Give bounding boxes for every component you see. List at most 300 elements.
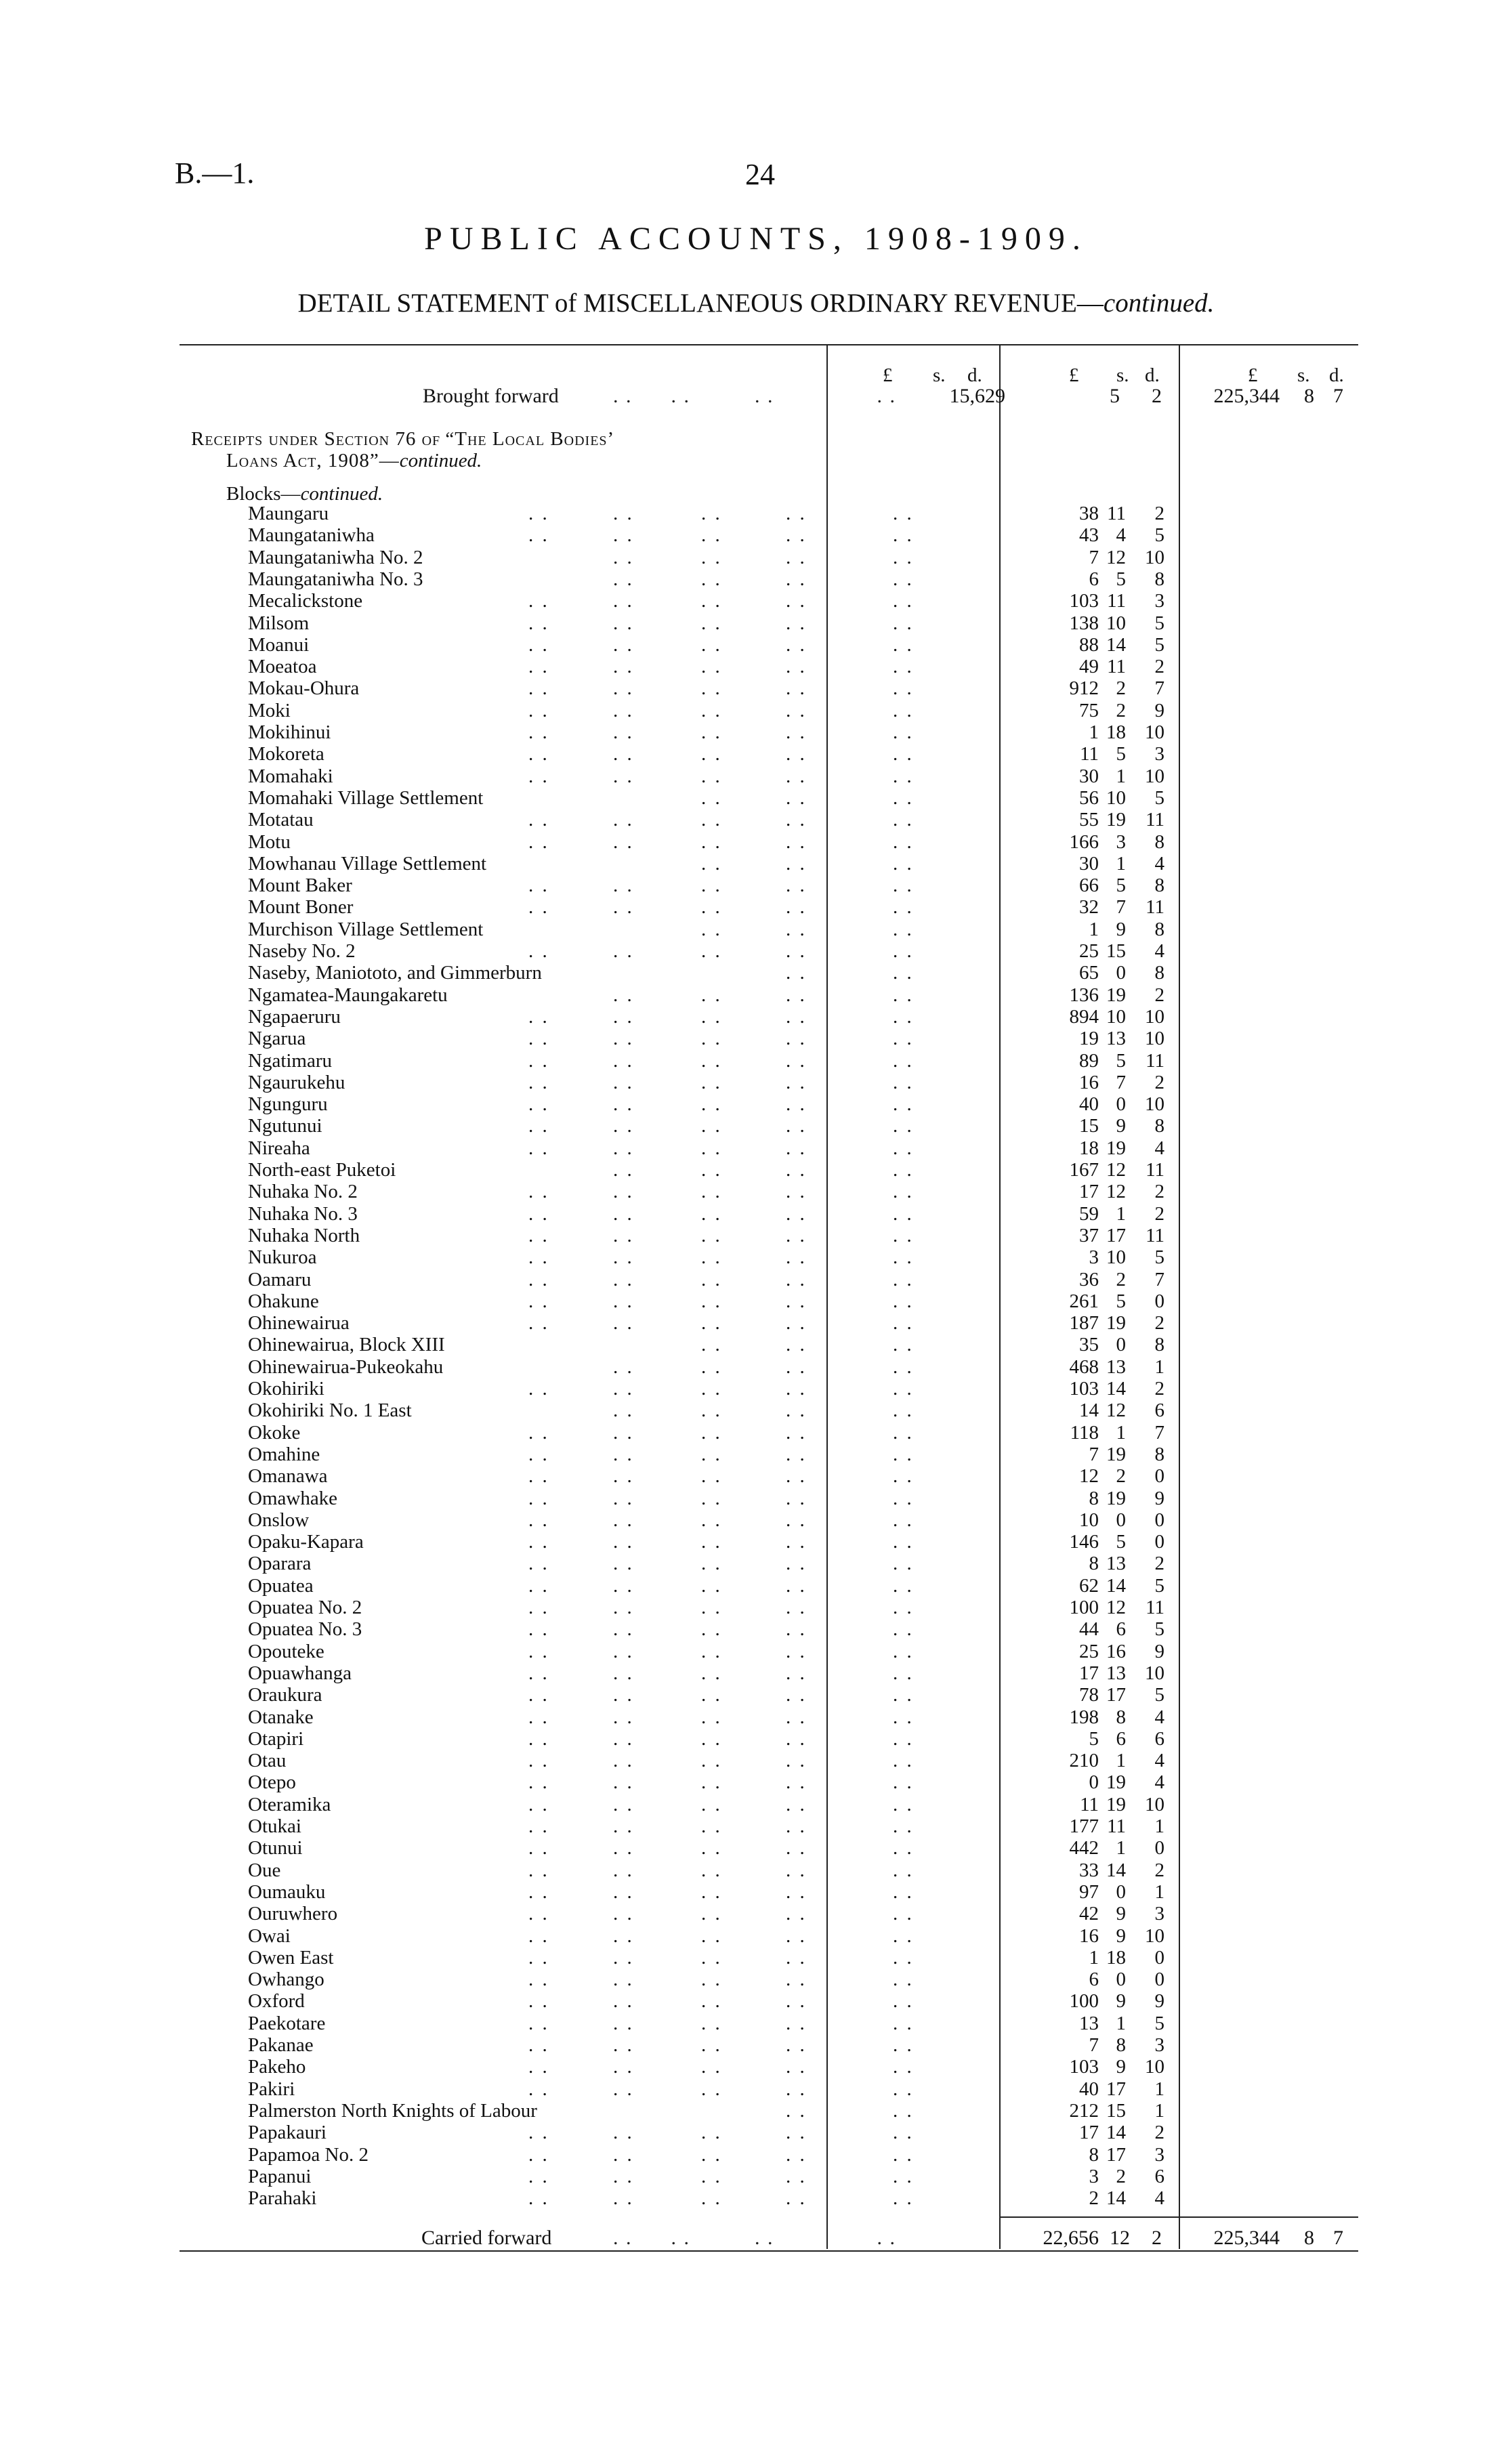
section-heading-act-name: Loans Act, 1908”—	[226, 450, 400, 471]
amount-shillings: 0	[1116, 1334, 1126, 1356]
block-name: Paekotare	[248, 2012, 326, 2034]
leader-dots: . .	[701, 1880, 722, 1903]
block-name: Maungataniwha No. 2	[248, 546, 423, 568]
table-row	[0, 612, 1512, 634]
block-name: Nireaha	[248, 1137, 310, 1159]
leader-dots: . .	[893, 1859, 914, 1881]
block-name: Oraukura	[248, 1684, 322, 1706]
brought-forward-col2-pounds: 15,629	[949, 385, 1005, 407]
leader-dots: . .	[893, 1181, 914, 1203]
leader-dots: . .	[528, 1268, 549, 1290]
table-row	[0, 984, 1512, 1006]
leader-dots: . .	[893, 1597, 914, 1618]
leader-dots: . .	[528, 524, 549, 547]
table-row	[0, 853, 1512, 875]
carried-forward-col2-pounds: 22,656	[1043, 2227, 1099, 2249]
leader-dots: . .	[701, 1268, 722, 1290]
leader-dots: . .	[786, 1640, 807, 1662]
amount-pounds: 103	[1069, 590, 1099, 612]
table-row	[0, 1444, 1512, 1465]
leader-dots: . .	[528, 2122, 549, 2144]
leader-dots: . .	[528, 503, 549, 524]
leader-dots: . .	[613, 1137, 634, 1159]
leader-dots: . .	[893, 809, 914, 831]
table-row	[0, 1509, 1512, 1531]
leader-dots: . .	[701, 1093, 722, 1116]
leader-dots: . .	[613, 2078, 634, 2100]
leader-dots: . .	[701, 1115, 722, 1137]
amount-pence: 5	[1154, 1618, 1164, 1641]
amount-pounds: 7	[1089, 546, 1099, 568]
brought-forward-col3-pounds: 225,344	[1213, 385, 1280, 407]
amount-pence: 2	[1154, 1378, 1164, 1400]
amount-pence: 6	[1154, 2165, 1164, 2187]
table-row	[0, 1771, 1512, 1793]
amount-shillings: 0	[1116, 1969, 1126, 1991]
leader-dots: . .	[613, 1793, 634, 1815]
amount-pounds: 100	[1069, 1990, 1099, 2013]
amount-pounds: 42	[1079, 1903, 1099, 1925]
leader-dots: . .	[613, 2056, 634, 2078]
amount-pounds: 10	[1079, 1509, 1099, 1531]
amount-pounds: 6	[1089, 1969, 1099, 1991]
table-row	[0, 1378, 1512, 1400]
leader-dots: . .	[528, 1880, 549, 1903]
leader-dots: . .	[786, 546, 807, 568]
table-row	[0, 875, 1512, 896]
amount-pence: 11	[1146, 1597, 1164, 1618]
amount-pence: 11	[1146, 1159, 1164, 1181]
leader-dots: . .	[786, 1093, 807, 1116]
leader-dots: . .	[701, 1618, 722, 1641]
leader-dots: . .	[893, 1268, 914, 1290]
leader-dots: . .	[786, 1028, 807, 1050]
leader-dots: . .	[701, 1202, 722, 1225]
amount-pence: 1	[1154, 2078, 1164, 2100]
leader-dots: . .	[786, 1859, 807, 1881]
amount-pence: 3	[1154, 590, 1164, 612]
leader-dots: . .	[701, 1400, 722, 1422]
leader-dots: . .	[701, 1421, 722, 1444]
leader-dots: . .	[528, 590, 549, 612]
amount-pounds: 17	[1079, 1181, 1099, 1203]
block-name: Moanui	[248, 633, 310, 656]
leader-dots: . .	[528, 1640, 549, 1662]
table-row	[0, 1597, 1512, 1618]
amount-shillings: 10	[1106, 1005, 1126, 1028]
amount-pounds: 16	[1079, 1071, 1099, 1093]
leader-dots: . .	[893, 721, 914, 743]
leader-dots: . .	[893, 1750, 914, 1772]
leader-dots: . .	[613, 656, 634, 678]
leader-dots: . .	[701, 1990, 722, 2013]
amount-pounds: 146	[1069, 1531, 1099, 1553]
leader-dots: . .	[528, 1378, 549, 1400]
table-row	[0, 2034, 1512, 2056]
leader-dots: . .	[613, 1049, 634, 1072]
col1-pence-header: d.	[967, 364, 982, 386]
leader-dots: . .	[701, 1815, 722, 1837]
block-name: Otapiri	[248, 1727, 304, 1750]
amount-pounds: 212	[1069, 2099, 1099, 2122]
leader-dots: . .	[528, 2187, 549, 2210]
amount-pence: 5	[1154, 1574, 1164, 1597]
leader-dots: . .	[701, 699, 722, 721]
table-row	[0, 2144, 1512, 2166]
leader-dots: . .	[528, 1859, 549, 1881]
leader-dots: . .	[701, 1640, 722, 1662]
amount-shillings: 3	[1116, 830, 1126, 853]
amount-shillings: 13	[1106, 1553, 1126, 1575]
amount-shillings: 11	[1107, 590, 1126, 612]
leader-dots: . .	[786, 503, 807, 524]
block-name: Mowhanau Village Settlement	[248, 852, 487, 875]
leader-dots: . .	[528, 1750, 549, 1772]
amount-pence: 5	[1154, 1684, 1164, 1706]
leader-dots: . .	[701, 546, 722, 568]
leader-dots: . .	[786, 1005, 807, 1028]
leader-dots: . .	[786, 524, 807, 547]
block-name: Oxford	[248, 1990, 305, 2013]
table-row	[0, 896, 1512, 918]
leader-dots: . .	[613, 765, 634, 787]
amount-shillings: 1	[1116, 1202, 1126, 1225]
amount-pence: 2	[1154, 656, 1164, 678]
leader-dots: . .	[528, 699, 549, 721]
amount-pence: 0	[1154, 1290, 1164, 1312]
leader-dots: . .	[786, 1268, 807, 1290]
amount-shillings: 0	[1116, 1880, 1126, 1903]
block-name: Otau	[248, 1750, 287, 1772]
leader-dots: . .	[701, 1355, 722, 1378]
table-row	[0, 1137, 1512, 1159]
col2-shillings-header: s.	[1116, 364, 1129, 386]
table-row	[0, 1028, 1512, 1049]
amount-pence: 0	[1154, 1465, 1164, 1488]
amount-shillings: 5	[1116, 568, 1126, 590]
amount-pence: 10	[1145, 546, 1164, 568]
leader-dots: . .	[893, 875, 914, 897]
amount-shillings: 11	[1107, 503, 1126, 524]
leader-dots: . .	[786, 852, 807, 875]
amount-pounds: 11	[1080, 1793, 1099, 1815]
amount-shillings: 13	[1106, 1028, 1126, 1050]
amount-pence: 4	[1154, 852, 1164, 875]
amount-pounds: 33	[1079, 1859, 1099, 1881]
leader-dots: . .	[613, 1531, 634, 1553]
leader-dots: . .	[701, 1159, 722, 1181]
leader-dots: . .	[613, 1246, 634, 1269]
block-name: Maungataniwha No. 3	[248, 568, 423, 590]
leader-dots: . .	[613, 1574, 634, 1597]
leader-dots: . .	[528, 2165, 549, 2187]
table-row	[0, 1662, 1512, 1684]
leader-dots: . .	[786, 2012, 807, 2034]
amount-pounds: 56	[1079, 786, 1099, 809]
leader-dots: . .	[528, 1837, 549, 1859]
leader-dots: . .	[893, 1684, 914, 1706]
amount-pounds: 88	[1079, 633, 1099, 656]
block-name: Maungaru	[248, 503, 329, 524]
leader-dots: . .	[613, 1312, 634, 1334]
table-row	[0, 1684, 1512, 1706]
leader-dots: . .	[613, 1553, 634, 1575]
amount-pence: 10	[1145, 1662, 1164, 1684]
block-name: Ngarua	[248, 1028, 306, 1050]
block-name: Opuatea No. 2	[248, 1597, 362, 1618]
leader-dots: . .	[786, 962, 807, 984]
table-row	[0, 1422, 1512, 1444]
table-row	[0, 1575, 1512, 1597]
block-name: Oue	[248, 1859, 281, 1881]
amount-pounds: 44	[1079, 1618, 1099, 1641]
leader-dots: . .	[701, 1071, 722, 1093]
leader-dots: . .	[786, 1990, 807, 2013]
blocks-continued: continued.	[300, 483, 383, 505]
leader-dots: . .	[786, 1071, 807, 1093]
col3-pence-header: d.	[1329, 364, 1344, 386]
amount-shillings: 0	[1116, 1509, 1126, 1531]
leader-dots: . .	[528, 1115, 549, 1137]
amount-pounds: 198	[1069, 1706, 1099, 1728]
leader-dots: . .	[701, 1837, 722, 1859]
document-reference: B.—1.	[175, 156, 255, 190]
table-row	[0, 1728, 1512, 1750]
amount-pence: 0	[1154, 1946, 1164, 1969]
leader-dots: . .	[893, 896, 914, 919]
amount-pounds: 65	[1079, 962, 1099, 984]
leader-dots: . .	[786, 1946, 807, 1969]
section-heading-act-quote: “The Local Bodies’	[445, 428, 615, 450]
block-name: Motu	[248, 830, 291, 853]
leader-dots: . .	[528, 1093, 549, 1116]
amount-shillings: 0	[1116, 962, 1126, 984]
leader-dots: . .	[528, 677, 549, 700]
leader-dots: . .	[786, 2165, 807, 2187]
leader-dots: . .	[786, 2099, 807, 2122]
amount-pence: 2	[1154, 1181, 1164, 1203]
amount-pounds: 12	[1079, 1465, 1099, 1488]
leader-dots: . .	[893, 1465, 914, 1488]
leader-dots: . .	[528, 2143, 549, 2166]
leader-dots: . .	[528, 1706, 549, 1728]
leader-dots: . .	[701, 1946, 722, 1969]
block-name: Ngatimaru	[248, 1049, 333, 1072]
leader-dots: . .	[893, 1946, 914, 1969]
block-name: Nuhaka No. 2	[248, 1181, 358, 1203]
block-name: Omahine	[248, 1443, 320, 1465]
leader-dots: . .	[893, 2012, 914, 2034]
leader-dots: . .	[528, 1421, 549, 1444]
amount-pence: 2	[1154, 1312, 1164, 1334]
leader-dots: . .	[701, 2034, 722, 2056]
leader-dots: . .	[786, 875, 807, 897]
table-row	[0, 1531, 1512, 1553]
amount-shillings: 5	[1116, 743, 1126, 765]
amount-pounds: 442	[1069, 1837, 1099, 1859]
table-row	[0, 634, 1512, 656]
amount-shillings: 2	[1116, 1465, 1126, 1488]
leader-dots: . .	[701, 1005, 722, 1028]
block-name: Opouteke	[248, 1640, 324, 1662]
carried-forward-col3-shillings: 8	[1304, 2227, 1314, 2249]
section-heading-line2	[191, 450, 614, 471]
leader-dots: . .	[786, 677, 807, 700]
amount-pounds: 11	[1080, 743, 1099, 765]
amount-shillings: 14	[1106, 633, 1126, 656]
amount-pence: 6	[1154, 1400, 1164, 1422]
leader-dots: . .	[528, 1727, 549, 1750]
amount-pounds: 17	[1079, 2122, 1099, 2144]
amount-pence: 2	[1154, 1859, 1164, 1881]
amount-pence: 1	[1154, 1815, 1164, 1837]
amount-pounds: 138	[1069, 612, 1099, 634]
leader-dots: . .	[613, 896, 634, 919]
table-row	[0, 1990, 1512, 2012]
amount-pence: 7	[1154, 677, 1164, 700]
amount-shillings: 5	[1116, 1531, 1126, 1553]
block-name: Otunui	[248, 1837, 303, 1859]
amount-pounds: 166	[1069, 830, 1099, 853]
leader-dots: . .	[613, 1640, 634, 1662]
leader-dots: . .	[786, 656, 807, 678]
leader-dots: . .	[786, 1181, 807, 1203]
leader-dots: . .	[786, 1421, 807, 1444]
leader-dots: . .	[613, 1465, 634, 1488]
leader-dots: . .	[613, 1378, 634, 1400]
block-name: Pakanae	[248, 2034, 314, 2056]
leader-dots: . .	[786, 1618, 807, 1641]
leader-dots: . .	[613, 568, 634, 590]
leader-dots: . .	[786, 1137, 807, 1159]
leader-dots: . .	[786, 1750, 807, 1772]
leader-dots: . .	[786, 984, 807, 1006]
leader-dots: . .	[613, 1487, 634, 1509]
leader-dots: . .	[528, 1509, 549, 1531]
leader-dots: . .	[528, 809, 549, 831]
leader-dots: . .	[701, 633, 722, 656]
table-row	[0, 1553, 1512, 1574]
leader-dots: . .	[528, 1946, 549, 1969]
leader-dots: . .	[613, 2143, 634, 2166]
table-row	[0, 700, 1512, 721]
leader-dots: . .	[786, 1115, 807, 1137]
amount-pounds: 1	[1089, 721, 1099, 743]
amount-pounds: 75	[1079, 699, 1099, 721]
table-row	[0, 1794, 1512, 1815]
block-name: Milsom	[248, 612, 310, 634]
amount-shillings: 8	[1116, 1706, 1126, 1728]
amount-pence: 10	[1145, 1005, 1164, 1028]
leader-dots: . .	[613, 2012, 634, 2034]
amount-pence: 4	[1154, 2187, 1164, 2210]
amount-shillings: 19	[1106, 984, 1126, 1006]
block-name: Oteramika	[248, 1793, 331, 1815]
leader-dots: . .	[701, 2056, 722, 2078]
amount-pounds: 37	[1079, 1224, 1099, 1246]
leader-dots: . .	[786, 1771, 807, 1794]
leader-dots: . .	[613, 633, 634, 656]
amount-shillings: 4	[1116, 524, 1126, 547]
leader-dots: . .	[613, 1005, 634, 1028]
leader-dots: . .	[893, 1990, 914, 2013]
block-name: Ohinewairua-Pukeokahu	[248, 1355, 444, 1378]
carried-forward-col3-pounds: 225,344	[1213, 2227, 1280, 2249]
leader-dots: . .	[701, 765, 722, 787]
block-name: Ngunguru	[248, 1093, 328, 1116]
leader-dots: . .	[528, 1531, 549, 1553]
leader-dots: . .	[613, 1684, 634, 1706]
leader-dots: . .	[613, 1880, 634, 1903]
amount-shillings: 7	[1116, 1071, 1126, 1093]
leader-dots: . .	[528, 1662, 549, 1684]
leader-dots: . .	[893, 612, 914, 634]
amount-pounds: 2	[1089, 2187, 1099, 2210]
amount-pence: 2	[1154, 1202, 1164, 1225]
amount-shillings: 11	[1107, 656, 1126, 678]
leader-dots: . .	[786, 1224, 807, 1246]
block-name: Oamaru	[248, 1268, 312, 1290]
table-row	[0, 1246, 1512, 1268]
leader-dots: . .	[893, 786, 914, 809]
amount-pence: 11	[1146, 1224, 1164, 1246]
amount-pounds: 177	[1069, 1815, 1099, 1837]
brought-forward-col3-pence: 7	[1333, 385, 1343, 407]
amount-pounds: 62	[1079, 1574, 1099, 1597]
leader-dots: . .	[893, 1837, 914, 1859]
leader-dots: . .	[893, 1662, 914, 1684]
amount-pence: 10	[1145, 1093, 1164, 1116]
table-row	[0, 2187, 1512, 2209]
block-name: Palmerston North Knights of Labour	[248, 2099, 537, 2122]
amount-pence: 9	[1154, 699, 1164, 721]
leader-dots: . .	[701, 1290, 722, 1312]
amount-pence: 0	[1154, 1837, 1164, 1859]
leader-dots: . .	[786, 1837, 807, 1859]
statement-subtitle	[0, 288, 1512, 318]
leader-dots: . .	[893, 1071, 914, 1093]
amount-pounds: 5	[1089, 1727, 1099, 1750]
block-name: Otepo	[248, 1771, 296, 1794]
col2-pounds-header: £	[1069, 364, 1079, 386]
leader-dots: . .	[893, 1969, 914, 1991]
amount-shillings: 14	[1106, 1574, 1126, 1597]
leader-dots: . .	[786, 830, 807, 853]
table-row	[0, 809, 1512, 830]
leader-dots: . .	[613, 1202, 634, 1225]
leader-dots: . .	[786, 918, 807, 940]
amount-pounds: 30	[1079, 852, 1099, 875]
amount-shillings: 6	[1116, 1727, 1126, 1750]
leader-dots: . .	[893, 677, 914, 700]
leader-dots: . .	[528, 721, 549, 743]
leader-dots: . .	[528, 656, 549, 678]
leader-dots: . .	[893, 918, 914, 940]
leader-dots: . .	[893, 2187, 914, 2210]
leader-dots: . .	[893, 940, 914, 962]
amount-pence: 11	[1146, 896, 1164, 919]
block-name: Okohiriki	[248, 1378, 324, 1400]
leader-dots: . .	[786, 1049, 807, 1072]
leader-dots: . .	[893, 2034, 914, 2056]
leader-dots: . .	[893, 1618, 914, 1641]
block-name: Ngapaeruru	[248, 1005, 341, 1028]
leader-dots: . .	[786, 1969, 807, 1991]
leader-dots: . .	[701, 1378, 722, 1400]
amount-pence: 8	[1154, 875, 1164, 897]
amount-pence: 2	[1154, 984, 1164, 1006]
leader-dots: . .	[786, 2187, 807, 2210]
